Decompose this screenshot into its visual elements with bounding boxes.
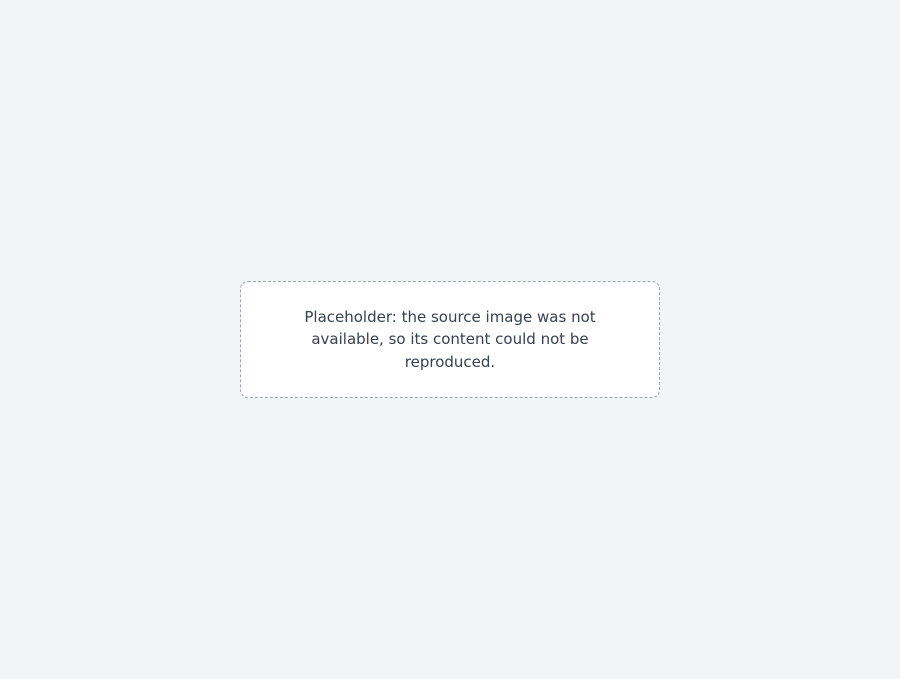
placeholder-notice: Placeholder: the source image was not available, so its content could not be reproduced. (304, 307, 596, 371)
placeholder-panel (240, 281, 660, 399)
